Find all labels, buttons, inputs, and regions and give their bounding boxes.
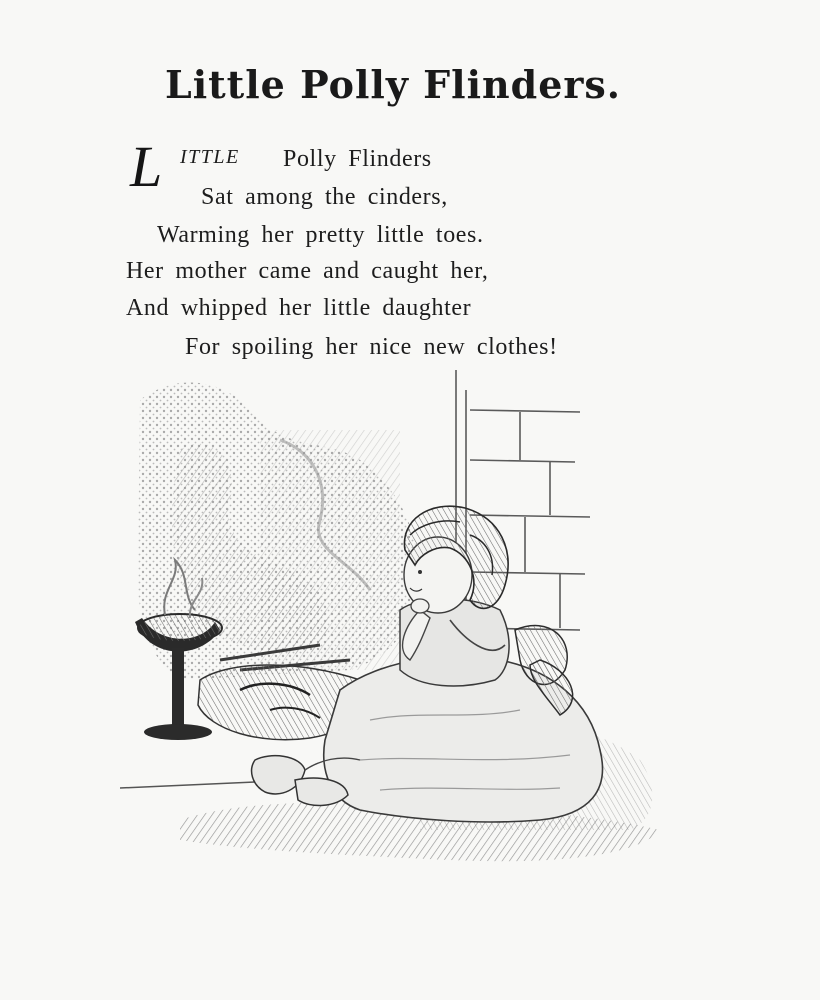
drop-cap: L	[130, 134, 163, 199]
first-word-small-caps: ITTLE	[180, 146, 240, 168]
poem-line-4: Her mother came and caught her,	[126, 258, 489, 284]
girl-by-fireplace-illustration	[120, 360, 680, 880]
poem-line-5: And whipped her little daughter	[126, 295, 472, 321]
poem-line-6: For spoiling her nice new clothes!	[185, 334, 558, 360]
poem-line-2: Sat among the cinders,	[201, 184, 448, 210]
poem-line-1-rest: Polly Flinders	[283, 146, 432, 172]
poem-text	[0, 0, 820, 380]
poem-line-3: Warming her pretty little toes.	[157, 222, 484, 248]
poem-title: Little Polly Flinders.	[164, 62, 622, 107]
